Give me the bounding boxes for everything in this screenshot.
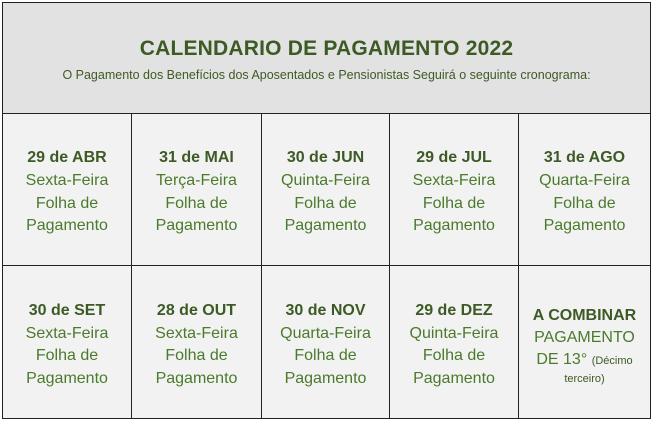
payment-cell: [132, 114, 262, 266]
payment-label: Pagamento: [413, 369, 495, 387]
payment-label: Pagamento: [284, 369, 367, 387]
special-line: [536, 349, 632, 372]
payment-label: Folha de: [422, 194, 486, 212]
payment-weekday: Quarta-Feira: [539, 172, 630, 190]
payment-label: Folha de: [35, 347, 99, 365]
payment-label: Pagamento: [413, 217, 495, 235]
special-13-label: DE 13°: [536, 350, 588, 368]
payment-label: Folha de: [553, 194, 616, 212]
payment-label: Pagamento: [543, 217, 626, 235]
payment-date: 30 de JUN: [286, 149, 365, 167]
payment-weekday: Sexta-Feira: [412, 172, 496, 190]
payment-cell: [262, 266, 390, 418]
payment-label: Pagamento: [155, 217, 238, 235]
calendar-subtitle: O Pagamento dos Benefícios dos Aposentados e Pensionistas Seguirá o seguinte cronograma:: [62, 68, 591, 82]
payment-weekday: Quarta-Feira: [280, 324, 371, 342]
payment-cell: [390, 114, 519, 266]
payment-label: Pagamento: [26, 217, 108, 235]
payment-label: Folha de: [165, 194, 228, 212]
payment-date: 30 de SET: [28, 301, 106, 319]
payment-date: 29 de DEZ: [415, 301, 493, 319]
payment-weekday: Quinta-Feira: [281, 172, 370, 190]
payment-label: Folha de: [294, 194, 357, 212]
payment-weekday: Sexta-Feira: [25, 172, 109, 190]
payment-calendar-table: [2, 2, 651, 419]
payment-label: Pagamento: [284, 217, 367, 235]
special-note: terceiro): [564, 372, 605, 385]
payment-weekday: Terça-Feira: [156, 172, 237, 190]
payment-weekday: Sexta-Feira: [25, 324, 109, 342]
payment-cell: [3, 266, 132, 418]
payment-cell: [132, 266, 262, 418]
payment-date: 30 de NOV: [285, 301, 366, 319]
payment-date: 28 de OUT: [156, 301, 237, 319]
special-line: PAGAMENTO: [534, 328, 635, 346]
payment-date: 29 de ABR: [27, 149, 107, 167]
payment-label: Folha de: [165, 347, 228, 365]
payment-label: Pagamento: [26, 369, 108, 387]
special-note: (Décimo: [591, 354, 633, 367]
special-payment-cell: [519, 266, 650, 418]
payment-label: Folha de: [294, 347, 357, 365]
payment-date: 31 de MAI: [159, 149, 234, 167]
payment-cell: [519, 114, 650, 266]
payment-date: 31 de AGO: [543, 149, 626, 167]
payment-date: 29 de JUL: [416, 149, 492, 167]
payment-cell: [3, 114, 132, 266]
calendar-title: CALENDARIO DE PAGAMENTO 2022: [139, 37, 514, 60]
payment-grid: [3, 114, 650, 418]
payment-label: Folha de: [422, 347, 486, 365]
payment-cell: [390, 266, 519, 418]
payment-weekday: Sexta-Feira: [155, 324, 238, 342]
payment-cell: [262, 114, 390, 266]
payment-weekday: Quinta-Feira: [409, 324, 499, 342]
special-heading: A COMBINAR: [532, 306, 637, 324]
calendar-header: [3, 3, 650, 114]
payment-label: Folha de: [35, 194, 99, 212]
payment-label: Pagamento: [155, 369, 238, 387]
